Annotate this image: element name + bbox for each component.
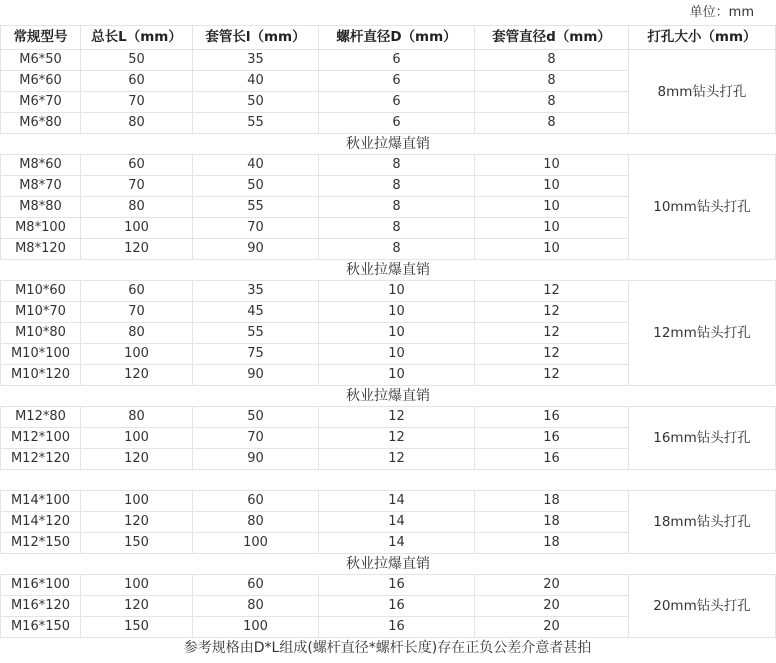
- header-hole-size: 打孔大小（mm）: [629, 26, 776, 50]
- cell-screw-diameter: 6: [319, 113, 475, 134]
- cell-model: M10*80: [1, 323, 81, 344]
- header-total-length: 总长L（mm）: [81, 26, 193, 50]
- cell-sleeve-diameter: 20: [475, 575, 629, 596]
- cell-total-length: 80: [81, 113, 193, 134]
- cell-total-length: 120: [81, 239, 193, 260]
- cell-sleeve-length: 35: [193, 281, 319, 302]
- cell-model: M12*150: [1, 533, 81, 554]
- cell-model: M10*60: [1, 281, 81, 302]
- cell-sleeve-length: 80: [193, 512, 319, 533]
- cell-model: M12*100: [1, 428, 81, 449]
- table-row: [1, 281, 776, 302]
- cell-sleeve-length: 40: [193, 155, 319, 176]
- cell-hole-size: 20mm钻头打孔: [629, 575, 776, 638]
- cell-screw-diameter: 6: [319, 50, 475, 71]
- cell-total-length: 150: [81, 533, 193, 554]
- separator-label: 秋业拉爆直销: [1, 260, 776, 281]
- separator-row: [1, 260, 776, 281]
- cell-model: M16*120: [1, 596, 81, 617]
- cell-sleeve-length: 55: [193, 113, 319, 134]
- cell-sleeve-diameter: 8: [475, 92, 629, 113]
- separator-label: [1, 470, 776, 491]
- cell-sleeve-diameter: 8: [475, 50, 629, 71]
- cell-model: M8*80: [1, 197, 81, 218]
- cell-screw-diameter: 16: [319, 617, 475, 638]
- cell-sleeve-length: 70: [193, 218, 319, 239]
- table-body: [1, 50, 776, 638]
- cell-sleeve-diameter: 18: [475, 512, 629, 533]
- cell-sleeve-diameter: 12: [475, 365, 629, 386]
- cell-screw-diameter: 8: [319, 155, 475, 176]
- cell-sleeve-diameter: 18: [475, 533, 629, 554]
- cell-total-length: 70: [81, 302, 193, 323]
- cell-sleeve-diameter: 10: [475, 239, 629, 260]
- separator-label: 秋业拉爆直销: [1, 134, 776, 155]
- cell-sleeve-length: 50: [193, 92, 319, 113]
- cell-sleeve-diameter: 10: [475, 197, 629, 218]
- cell-screw-diameter: 10: [319, 281, 475, 302]
- table-row: [1, 155, 776, 176]
- cell-total-length: 120: [81, 365, 193, 386]
- cell-total-length: 60: [81, 71, 193, 92]
- separator-label: 秋业拉爆直销: [1, 554, 776, 575]
- cell-sleeve-diameter: 10: [475, 218, 629, 239]
- header-sleeve-diameter: 套管直径d（mm）: [475, 26, 629, 50]
- separator-row: [1, 134, 776, 155]
- separator-row: [1, 470, 776, 491]
- spec-table: [0, 25, 776, 638]
- cell-model: M12*80: [1, 407, 81, 428]
- cell-hole-size: 10mm钻头打孔: [629, 155, 776, 260]
- cell-model: M6*60: [1, 71, 81, 92]
- cell-model: M10*120: [1, 365, 81, 386]
- cell-sleeve-diameter: 16: [475, 449, 629, 470]
- cell-hole-size: 8mm钻头打孔: [629, 50, 776, 134]
- cell-screw-diameter: 10: [319, 344, 475, 365]
- cell-total-length: 100: [81, 218, 193, 239]
- cell-model: M12*120: [1, 449, 81, 470]
- header-row: [1, 26, 776, 50]
- separator-label: 秋业拉爆直销: [1, 386, 776, 407]
- cell-sleeve-length: 50: [193, 176, 319, 197]
- cell-screw-diameter: 8: [319, 218, 475, 239]
- cell-sleeve-length: 80: [193, 596, 319, 617]
- cell-model: M16*150: [1, 617, 81, 638]
- cell-model: M6*50: [1, 50, 81, 71]
- cell-sleeve-diameter: 16: [475, 407, 629, 428]
- cell-sleeve-length: 90: [193, 449, 319, 470]
- cell-total-length: 60: [81, 155, 193, 176]
- table-row: [1, 407, 776, 428]
- cell-model: M8*120: [1, 239, 81, 260]
- cell-model: M14*120: [1, 512, 81, 533]
- cell-total-length: 80: [81, 323, 193, 344]
- separator-row: [1, 554, 776, 575]
- cell-total-length: 70: [81, 176, 193, 197]
- cell-total-length: 120: [81, 596, 193, 617]
- cell-sleeve-length: 100: [193, 533, 319, 554]
- cell-screw-diameter: 8: [319, 239, 475, 260]
- cell-sleeve-length: 90: [193, 239, 319, 260]
- cell-sleeve-length: 40: [193, 71, 319, 92]
- header-screw-diameter: 螺杆直径D（mm）: [319, 26, 475, 50]
- cell-sleeve-length: 70: [193, 428, 319, 449]
- cell-sleeve-diameter: 18: [475, 491, 629, 512]
- cell-hole-size: 18mm钻头打孔: [629, 491, 776, 554]
- cell-sleeve-length: 90: [193, 365, 319, 386]
- cell-total-length: 120: [81, 449, 193, 470]
- cell-screw-diameter: 12: [319, 407, 475, 428]
- cell-total-length: 100: [81, 428, 193, 449]
- separator-row: [1, 386, 776, 407]
- cell-model: M6*80: [1, 113, 81, 134]
- unit-label: 单位：mm: [689, 5, 754, 20]
- cell-sleeve-diameter: 10: [475, 155, 629, 176]
- cell-sleeve-diameter: 20: [475, 596, 629, 617]
- cell-model: M8*100: [1, 218, 81, 239]
- cell-sleeve-diameter: 12: [475, 323, 629, 344]
- cell-sleeve-diameter: 10: [475, 176, 629, 197]
- cell-model: M8*70: [1, 176, 81, 197]
- cell-total-length: 80: [81, 197, 193, 218]
- cell-screw-diameter: 12: [319, 428, 475, 449]
- cell-total-length: 120: [81, 512, 193, 533]
- cell-sleeve-diameter: 20: [475, 617, 629, 638]
- cell-sleeve-length: 60: [193, 575, 319, 596]
- cell-model: M6*70: [1, 92, 81, 113]
- cell-hole-size: 12mm钻头打孔: [629, 281, 776, 386]
- cell-model: M16*100: [1, 575, 81, 596]
- header-model: 常规型号: [1, 26, 81, 50]
- cell-sleeve-diameter: 12: [475, 344, 629, 365]
- header-sleeve-length: 套管长l（mm）: [193, 26, 319, 50]
- footer-note: 参考规格由D*L组成(螺杆直径*螺杆长度)存在正负公差介意者甚拍: [183, 640, 592, 656]
- cell-model: M8*60: [1, 155, 81, 176]
- cell-screw-diameter: 14: [319, 533, 475, 554]
- cell-screw-diameter: 10: [319, 323, 475, 344]
- cell-screw-diameter: 6: [319, 71, 475, 92]
- cell-sleeve-length: 45: [193, 302, 319, 323]
- cell-sleeve-length: 35: [193, 50, 319, 71]
- cell-screw-diameter: 16: [319, 596, 475, 617]
- cell-sleeve-diameter: 12: [475, 302, 629, 323]
- cell-total-length: 150: [81, 617, 193, 638]
- cell-total-length: 50: [81, 50, 193, 71]
- cell-sleeve-diameter: 16: [475, 428, 629, 449]
- cell-screw-diameter: 14: [319, 491, 475, 512]
- cell-screw-diameter: 14: [319, 512, 475, 533]
- cell-model: M10*70: [1, 302, 81, 323]
- table-row: [1, 50, 776, 71]
- cell-screw-diameter: 8: [319, 176, 475, 197]
- cell-sleeve-length: 50: [193, 407, 319, 428]
- cell-sleeve-diameter: 12: [475, 281, 629, 302]
- cell-model: M14*100: [1, 491, 81, 512]
- cell-total-length: 100: [81, 344, 193, 365]
- table-row: [1, 491, 776, 512]
- cell-sleeve-diameter: 8: [475, 113, 629, 134]
- cell-screw-diameter: 6: [319, 92, 475, 113]
- cell-screw-diameter: 10: [319, 302, 475, 323]
- cell-screw-diameter: 12: [319, 449, 475, 470]
- cell-total-length: 70: [81, 92, 193, 113]
- cell-sleeve-length: 55: [193, 197, 319, 218]
- cell-sleeve-length: 100: [193, 617, 319, 638]
- cell-sleeve-length: 55: [193, 323, 319, 344]
- cell-screw-diameter: 10: [319, 365, 475, 386]
- cell-total-length: 60: [81, 281, 193, 302]
- cell-sleeve-length: 75: [193, 344, 319, 365]
- cell-total-length: 100: [81, 575, 193, 596]
- cell-total-length: 100: [81, 491, 193, 512]
- cell-model: M10*100: [1, 344, 81, 365]
- table-row: [1, 575, 776, 596]
- cell-sleeve-diameter: 8: [475, 71, 629, 92]
- cell-screw-diameter: 16: [319, 575, 475, 596]
- cell-sleeve-length: 60: [193, 491, 319, 512]
- cell-screw-diameter: 8: [319, 197, 475, 218]
- cell-hole-size: 16mm钻头打孔: [629, 407, 776, 470]
- cell-total-length: 80: [81, 407, 193, 428]
